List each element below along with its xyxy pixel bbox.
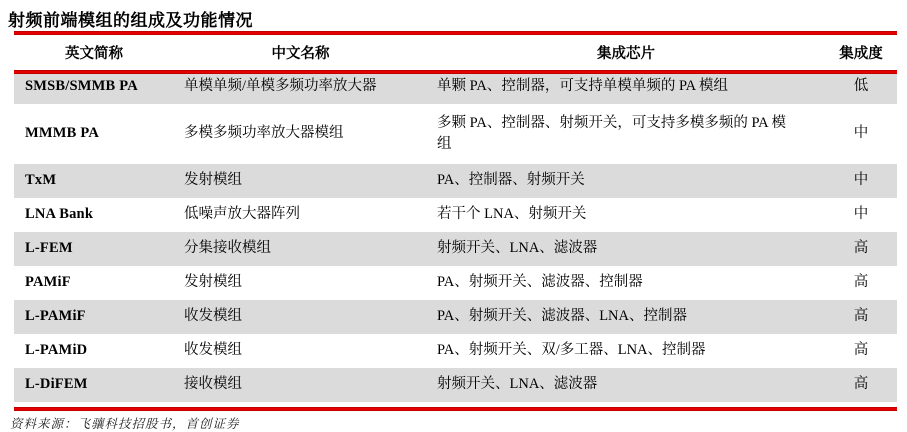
col-header-en: 英文简称 — [14, 35, 174, 70]
cell-en: L-DiFEM — [14, 368, 174, 402]
col-header-chips: 集成芯片 — [427, 35, 825, 70]
header-separator-rule — [14, 70, 897, 74]
cell-en: TxM — [14, 164, 174, 198]
table-row — [14, 198, 897, 232]
header-row — [14, 35, 897, 70]
cell-chips: PA、射频开关、双/多工器、LNA、控制器 — [427, 334, 825, 368]
cell-en: L-PAMiD — [14, 334, 174, 368]
cell-cn: 多模多频功率放大器模组 — [174, 104, 427, 164]
cell-cn: 发射模组 — [174, 164, 427, 198]
table-row — [14, 368, 897, 402]
table-row — [14, 164, 897, 198]
table-row — [14, 70, 897, 104]
cell-cn: 单模单频/单模多频功率放大器 — [174, 70, 427, 104]
table-row — [14, 232, 897, 266]
col-header-cn: 中文名称 — [174, 35, 427, 70]
cell-chips: PA、射频开关、滤波器、LNA、控制器 — [427, 300, 825, 334]
cell-level: 中 — [825, 104, 897, 164]
cell-level: 中 — [825, 198, 897, 232]
cell-en: MMMB PA — [14, 104, 174, 164]
source-note: 资料来源：飞骧科技招股书，首创证券 — [10, 417, 240, 431]
table-row — [14, 104, 897, 164]
cell-level: 低 — [825, 70, 897, 104]
cell-cn: 收发模组 — [174, 334, 427, 368]
cell-level: 高 — [825, 334, 897, 368]
cell-en: L-FEM — [14, 232, 174, 266]
cell-chips: 单颗 PA、控制器，可支持单模单频的 PA 模组 — [427, 70, 825, 104]
table-row — [14, 300, 897, 334]
table-row — [14, 266, 897, 300]
cell-chips: PA、控制器、射频开关 — [427, 164, 825, 198]
cell-level: 中 — [825, 164, 897, 198]
cell-level: 高 — [825, 266, 897, 300]
cell-chips: PA、射频开关、滤波器、控制器 — [427, 266, 825, 300]
cell-level: 高 — [825, 232, 897, 266]
cell-chips: 射频开关、LNA、滤波器 — [427, 232, 825, 266]
cell-chips-text: 多颗 PA、控制器、射频开关，可支持多模多频的 PA 模组 — [437, 114, 786, 152]
cell-chips — [427, 104, 825, 164]
rf-module-table — [14, 35, 897, 402]
table-bottom-rule — [14, 407, 897, 411]
cell-chips: 射频开关、LNA、滤波器 — [427, 368, 825, 402]
cell-level: 高 — [825, 368, 897, 402]
table-row — [14, 334, 897, 368]
cell-chips: 若干个 LNA、射频开关 — [427, 198, 825, 232]
cell-en: LNA Bank — [14, 198, 174, 232]
cell-en: PAMiF — [14, 266, 174, 300]
cell-cn: 接收模组 — [174, 368, 427, 402]
cell-level: 高 — [825, 300, 897, 334]
page-title: 射频前端模组的组成及功能情况 — [8, 11, 253, 30]
cell-cn: 低噪声放大器阵列 — [174, 198, 427, 232]
cell-en: SMSB/SMMB PA — [14, 70, 174, 104]
cell-cn: 收发模组 — [174, 300, 427, 334]
cell-cn: 分集接收模组 — [174, 232, 427, 266]
cell-en: L-PAMiF — [14, 300, 174, 334]
col-header-level: 集成度 — [825, 35, 897, 70]
cell-cn: 发射模组 — [174, 266, 427, 300]
